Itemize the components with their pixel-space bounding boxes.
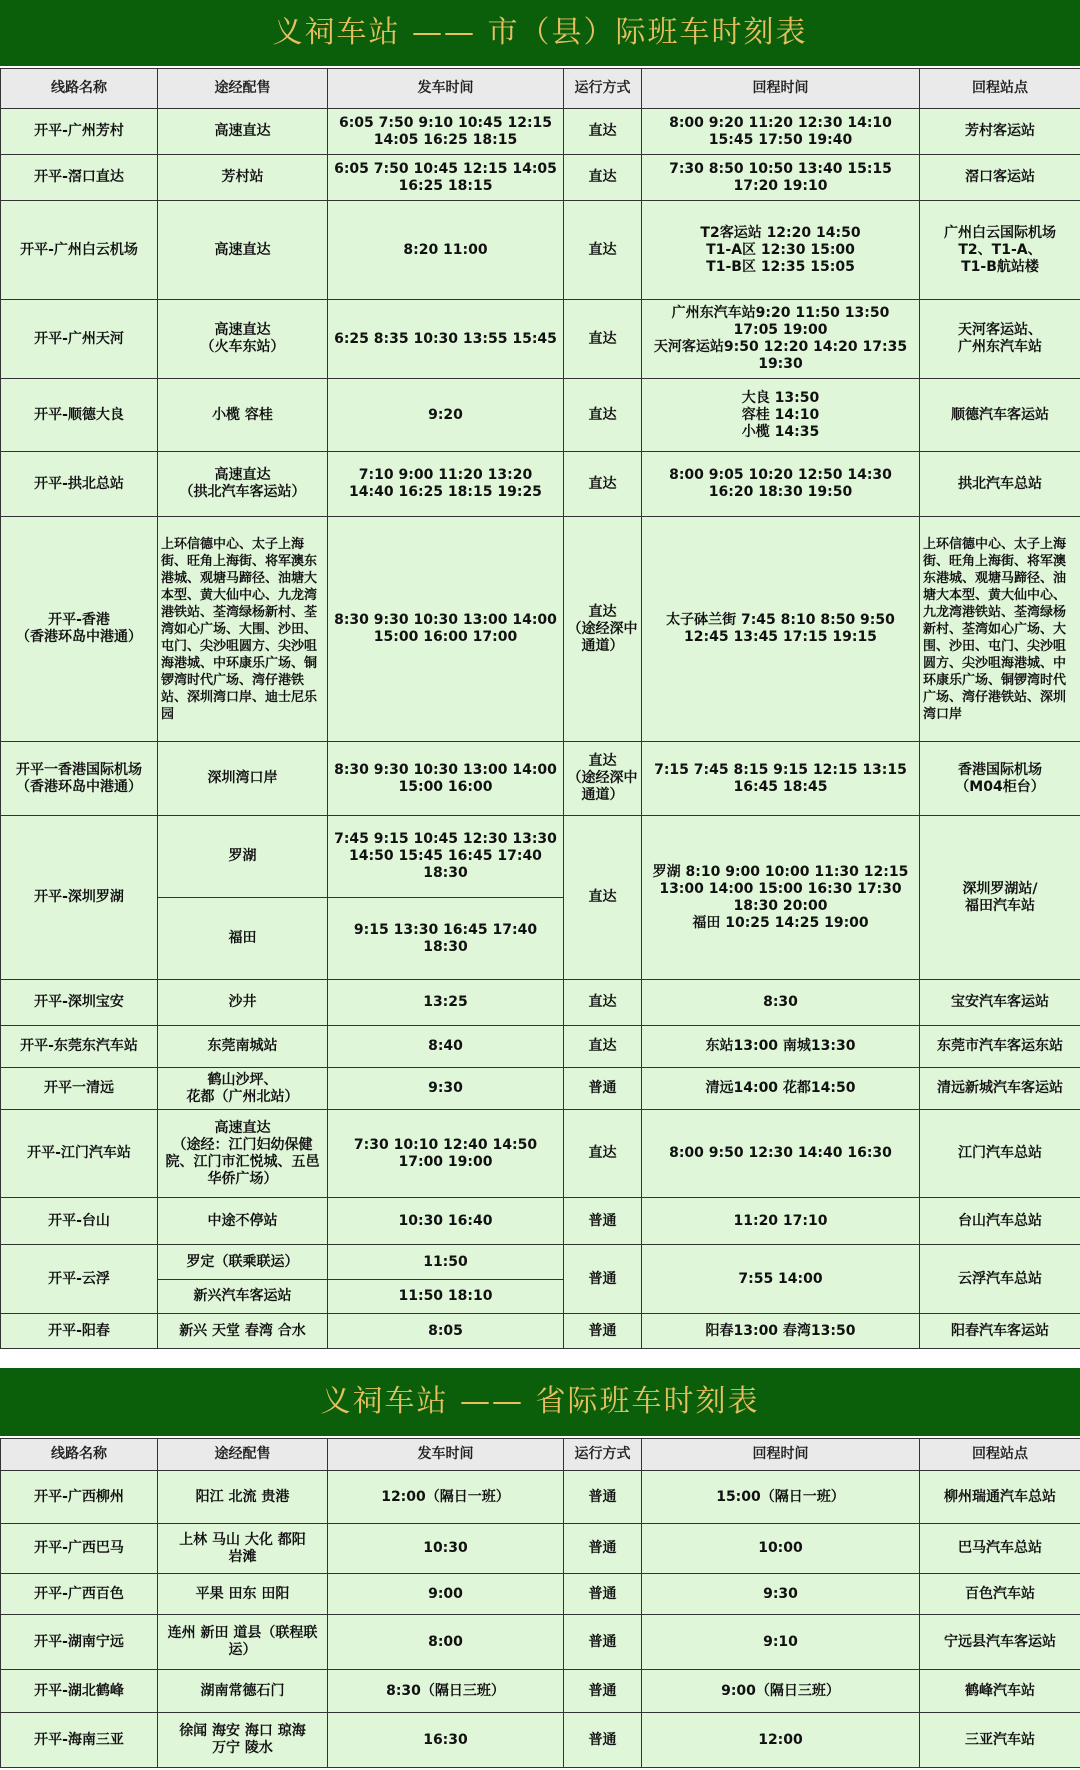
return-station: 百色汽车站 [920, 1574, 1080, 1615]
via-stops: 罗定（联乘联运） [158, 1245, 328, 1280]
return-times: 10:00 [642, 1524, 920, 1574]
route-name: 开平-顺德大良 [1, 379, 158, 452]
table-row [1, 1245, 1080, 1280]
run-mode: 普通 [564, 1713, 642, 1768]
return-times: T2客运站 12:20 14:50 T1-A区 12:30 15:00 T1-B区 12:35 15:05 [642, 201, 920, 300]
table-row [1, 1198, 1080, 1245]
table-row [1, 1026, 1080, 1068]
via-stops: 新兴 天堂 春湾 合水 [158, 1314, 328, 1349]
depart-times: 9:20 [328, 379, 564, 452]
return-station: 拱北汽车总站 [920, 452, 1080, 517]
table-row [1, 155, 1080, 201]
via-stops: 鹤山沙坪、 花都（广州北站） [158, 1068, 328, 1110]
table-row [1, 1524, 1080, 1574]
table-row [1, 1471, 1080, 1524]
depart-times: 7:45 9:15 10:45 12:30 13:30 14:50 15:45 16:45 17:40 18:30 [328, 816, 564, 898]
table-row [1, 1068, 1080, 1110]
route-name: 开平-台山 [1, 1198, 158, 1245]
depart-times: 8:30（隔日三班） [328, 1670, 564, 1713]
run-mode: 直达 [564, 379, 642, 452]
run-mode: 直达 [564, 1110, 642, 1198]
table-row [1, 1314, 1080, 1349]
table-row [1, 1615, 1080, 1670]
header-mode: 运行方式 [564, 1439, 642, 1471]
route-name: 开平-海南三亚 [1, 1713, 158, 1768]
return-times: 8:00 9:05 10:20 12:50 14:30 16:20 18:30 19:50 [642, 452, 920, 517]
table-row [1, 1713, 1080, 1768]
header-route: 线路名称 [1, 69, 158, 109]
via-stops: 平果 田东 田阳 [158, 1574, 328, 1615]
route-name: 开平-广州天河 [1, 300, 158, 379]
table-row [1, 109, 1080, 155]
depart-times: 8:00 [328, 1615, 564, 1670]
table-row [1, 201, 1080, 300]
via-stops: 福田 [158, 898, 328, 980]
return-station: 东莞市汽车客运东站 [920, 1026, 1080, 1068]
route-name: 开平-湖南宁远 [1, 1615, 158, 1670]
table-row [1, 980, 1080, 1026]
run-mode: 直达 [564, 816, 642, 980]
run-mode: 普通 [564, 1615, 642, 1670]
provincial-schedule-section [0, 1368, 1080, 1768]
via-stops: 芳村站 [158, 155, 328, 201]
table-row [1, 379, 1080, 452]
return-times: 东站13:00 南城13:30 [642, 1026, 920, 1068]
return-times: 8:00 9:50 12:30 14:40 16:30 [642, 1110, 920, 1198]
table-row [1, 300, 1080, 379]
return-times: 广州东汽车站9:20 11:50 13:50 17:05 19:00 天河客运站9:50 12:20 14:20 17:35 19:30 [642, 300, 920, 379]
route-name: 开平-香港 （香港环岛中港通） [1, 517, 158, 742]
return-times: 阳春13:00 春湾13:50 [642, 1314, 920, 1349]
route-name: 开平-深圳宝安 [1, 980, 158, 1026]
return-times: 12:00 [642, 1713, 920, 1768]
return-station: 上环信德中心、太子上海街、旺角上海街、将军澳东港城、观塘马蹄径、油塘大本型、黄大仙中心、九龙湾港铁站、荃湾绿杨新村、荃湾如心广场、大围、沙田、屯门、尖沙咀圆方、尖沙咀海港城、中环康乐广场、铜锣湾时代广场、湾仔港铁站、深圳湾口岸 [920, 517, 1080, 742]
run-mode: 普通 [564, 1471, 642, 1524]
run-mode: 直达 [564, 201, 642, 300]
return-times: 15:00（隔日一班） [642, 1471, 920, 1524]
header-depart: 发车时间 [328, 69, 564, 109]
header-route: 线路名称 [1, 1439, 158, 1471]
via-stops: 小榄 容桂 [158, 379, 328, 452]
via-stops: 东莞南城站 [158, 1026, 328, 1068]
city-schedule-title: 义祠车站 —— 市（县）际班车时刻表 [0, 0, 1080, 68]
return-station: 天河客运站、 广州东汽车站 [920, 300, 1080, 379]
header-return: 回程时间 [642, 1439, 920, 1471]
depart-times: 11:50 18:10 [328, 1280, 564, 1314]
table-header-row [1, 1439, 1080, 1471]
return-station: 宝安汽车客运站 [920, 980, 1080, 1026]
depart-times: 10:30 16:40 [328, 1198, 564, 1245]
return-times: 7:15 7:45 8:15 9:15 12:15 13:15 16:45 18:45 [642, 742, 920, 816]
return-times: 8:30 [642, 980, 920, 1026]
depart-times: 8:20 11:00 [328, 201, 564, 300]
via-stops: 上环信德中心、太子上海街、旺角上海街、将军澳东港城、观塘马蹄径、油塘大本型、黄大仙中心、九龙湾港铁站、荃湾绿杨新村、荃湾如心广场、大围、沙田、屯门、尖沙咀圆方、尖沙咀海港城、中环康乐广场、铜锣湾时代广场、湾仔港铁站、深圳湾口岸、迪士尼乐园 [158, 517, 328, 742]
depart-times: 6:05 7:50 10:45 12:15 14:05 16:25 18:15 [328, 155, 564, 201]
run-mode: 直达 [564, 452, 642, 517]
run-mode: 普通 [564, 1198, 642, 1245]
return-station: 深圳罗湖站/ 福田汽车站 [920, 816, 1080, 980]
return-station: 广州白云国际机场 T2、T1-A、 T1-B航站楼 [920, 201, 1080, 300]
header-return: 回程时间 [642, 69, 920, 109]
return-station: 巴马汽车总站 [920, 1524, 1080, 1574]
depart-times: 16:30 [328, 1713, 564, 1768]
return-station: 香港国际机场 （M04柜台） [920, 742, 1080, 816]
route-name: 开平-阳春 [1, 1314, 158, 1349]
depart-times: 11:50 [328, 1245, 564, 1280]
return-times: 罗湖 8:10 9:00 10:00 11:30 12:15 13:00 14:00 15:00 16:30 17:30 18:30 20:00 福田 10:25 14:25 19:00 [642, 816, 920, 980]
via-stops: 上林 马山 大化 都阳 岩滩 [158, 1524, 328, 1574]
via-stops: 高速直达 （火车东站） [158, 300, 328, 379]
via-stops: 高速直达 （拱北汽车客运站） [158, 452, 328, 517]
return-times: 清远14:00 花都14:50 [642, 1068, 920, 1110]
run-mode: 普通 [564, 1245, 642, 1314]
depart-times: 6:05 7:50 9:10 10:45 12:15 14:05 16:25 18:15 [328, 109, 564, 155]
run-mode: 普通 [564, 1574, 642, 1615]
route-name: 开平-滘口直达 [1, 155, 158, 201]
return-times: 11:20 17:10 [642, 1198, 920, 1245]
header-via: 途经配售 [158, 69, 328, 109]
return-times: 7:30 8:50 10:50 13:40 15:15 17:20 19:10 [642, 155, 920, 201]
return-station: 阳春汽车客运站 [920, 1314, 1080, 1349]
run-mode: 普通 [564, 1314, 642, 1349]
run-mode: 直达 [564, 1026, 642, 1068]
return-times: 7:55 14:00 [642, 1245, 920, 1314]
via-stops: 阳江 北流 贵港 [158, 1471, 328, 1524]
return-times: 9:10 [642, 1615, 920, 1670]
depart-times: 8:40 [328, 1026, 564, 1068]
depart-times: 6:25 8:35 10:30 13:55 15:45 [328, 300, 564, 379]
depart-times: 7:30 10:10 12:40 14:50 17:00 19:00 [328, 1110, 564, 1198]
table-row [1, 1110, 1080, 1198]
via-stops: 高速直达 [158, 109, 328, 155]
table-row [1, 1670, 1080, 1713]
route-name: 开平-拱北总站 [1, 452, 158, 517]
return-station: 江门汽车总站 [920, 1110, 1080, 1198]
return-station: 三亚汽车站 [920, 1713, 1080, 1768]
via-stops: 高速直达 （途经：江门妇幼保健院、江门市汇悦城、五邑华侨广场） [158, 1110, 328, 1198]
table-header-row [1, 69, 1080, 109]
depart-times: 8:05 [328, 1314, 564, 1349]
table-row [1, 452, 1080, 517]
return-times: 太子砵兰街 7:45 8:10 8:50 9:50 12:45 13:45 17:15 19:15 [642, 517, 920, 742]
via-stops: 湖南常德石门 [158, 1670, 328, 1713]
run-mode: 直达 （途经深中 通道） [564, 517, 642, 742]
route-name: 开平-深圳罗湖 [1, 816, 158, 980]
depart-times: 12:00（隔日一班） [328, 1471, 564, 1524]
run-mode: 直达 [564, 300, 642, 379]
run-mode: 普通 [564, 1068, 642, 1110]
return-times: 大良 13:50 容桂 14:10 小榄 14:35 [642, 379, 920, 452]
via-stops: 高速直达 [158, 201, 328, 300]
provincial-schedule-table [0, 1438, 1080, 1768]
run-mode: 直达 [564, 109, 642, 155]
depart-times: 9:00 [328, 1574, 564, 1615]
route-name: 开平-湖北鹤峰 [1, 1670, 158, 1713]
depart-times: 7:10 9:00 11:20 13:20 14:40 16:25 18:15 19:25 [328, 452, 564, 517]
header-depart: 发车时间 [328, 1439, 564, 1471]
header-via: 途经配售 [158, 1439, 328, 1471]
via-stops: 连州 新田 道县（联程联运） [158, 1615, 328, 1670]
run-mode: 普通 [564, 1524, 642, 1574]
route-name: 开平一清远 [1, 1068, 158, 1110]
route-name: 开平-广西百色 [1, 1574, 158, 1615]
route-name: 开平-广州芳村 [1, 109, 158, 155]
return-times: 9:00（隔日三班） [642, 1670, 920, 1713]
provincial-schedule-title: 义祠车站 —— 省际班车时刻表 [0, 1368, 1080, 1438]
via-stops: 新兴汽车客运站 [158, 1280, 328, 1314]
return-station: 芳村客运站 [920, 109, 1080, 155]
table-row [1, 1574, 1080, 1615]
header-station: 回程站点 [920, 1439, 1080, 1471]
route-name: 开平一香港国际机场 （香港环岛中港通） [1, 742, 158, 816]
return-station: 清远新城汽车客运站 [920, 1068, 1080, 1110]
run-mode: 直达 [564, 980, 642, 1026]
via-stops: 罗湖 [158, 816, 328, 898]
return-station: 顺德汽车客运站 [920, 379, 1080, 452]
via-stops: 徐闻 海安 海口 琼海 万宁 陵水 [158, 1713, 328, 1768]
route-name: 开平-广西柳州 [1, 1471, 158, 1524]
header-station: 回程站点 [920, 69, 1080, 109]
return-station: 宁远县汽车客运站 [920, 1615, 1080, 1670]
run-mode: 直达 （途经深中 通道） [564, 742, 642, 816]
return-station: 台山汽车总站 [920, 1198, 1080, 1245]
table-row [1, 816, 1080, 898]
route-name: 开平-云浮 [1, 1245, 158, 1314]
depart-times: 8:30 9:30 10:30 13:00 14:00 15:00 16:00 [328, 742, 564, 816]
depart-times: 9:30 [328, 1068, 564, 1110]
header-mode: 运行方式 [564, 69, 642, 109]
run-mode: 直达 [564, 155, 642, 201]
return-station: 鹤峰汽车站 [920, 1670, 1080, 1713]
return-station: 云浮汽车总站 [920, 1245, 1080, 1314]
return-station: 滘口客运站 [920, 155, 1080, 201]
route-name: 开平-广州白云机场 [1, 201, 158, 300]
return-station: 柳州瑞通汽车总站 [920, 1471, 1080, 1524]
run-mode: 普通 [564, 1670, 642, 1713]
table-row [1, 517, 1080, 742]
depart-times: 8:30 9:30 10:30 13:00 14:00 15:00 16:00 17:00 [328, 517, 564, 742]
route-name: 开平-东莞东汽车站 [1, 1026, 158, 1068]
return-times: 8:00 9:20 11:20 12:30 14:10 15:45 17:50 19:40 [642, 109, 920, 155]
via-stops: 深圳湾口岸 [158, 742, 328, 816]
route-name: 开平-江门汽车站 [1, 1110, 158, 1198]
via-stops: 中途不停站 [158, 1198, 328, 1245]
via-stops: 沙井 [158, 980, 328, 1026]
table-row [1, 742, 1080, 816]
depart-times: 13:25 [328, 980, 564, 1026]
return-times: 9:30 [642, 1574, 920, 1615]
depart-times: 10:30 [328, 1524, 564, 1574]
city-schedule-table [0, 68, 1080, 1349]
route-name: 开平-广西巴马 [1, 1524, 158, 1574]
depart-times: 9:15 13:30 16:45 17:40 18:30 [328, 898, 564, 980]
